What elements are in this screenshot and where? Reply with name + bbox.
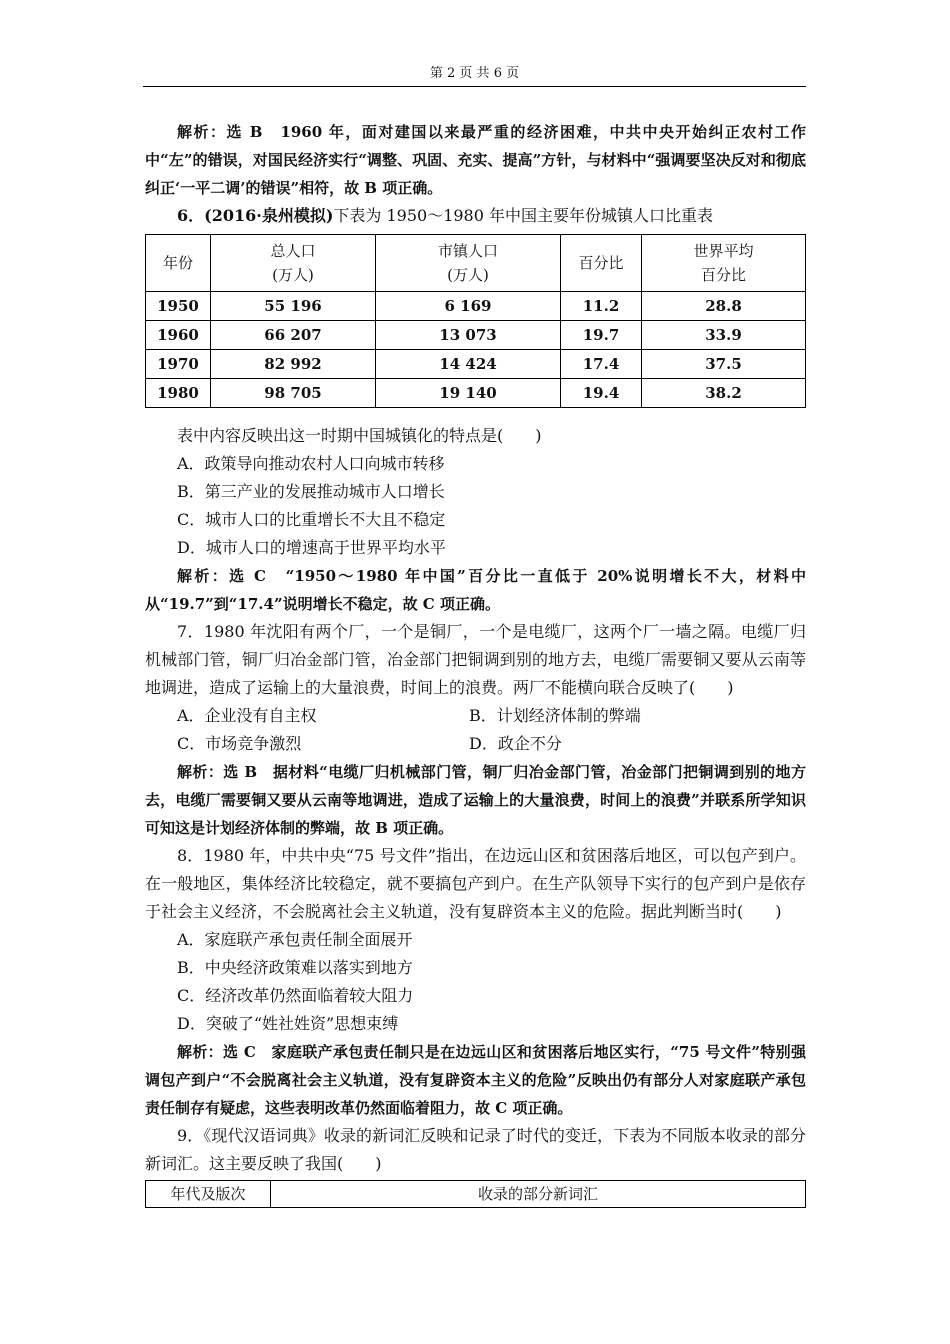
q9-vocabulary-table (145, 1180, 806, 1208)
q8-option-d: D．突破了“姓社姓资”思想束缚 (177, 1014, 399, 1033)
q6-stem: 6．(2016·泉州模拟)下表为 1950～1980 年中国主要年份城镇人口比重表 (177, 206, 714, 225)
q7-stem: 7．1980 年沈阳有两个厂，一个是铜厂，一个是电缆厂，这两个厂一墙之隔。电缆厂归机械部门管，铜厂归冶金部门管，冶金部门把铜调到别的地方去，电缆厂需要铜又要从云南等地调进，造成了运输上的大量浪费，时间上的浪费。两厂不能横向联合反映了( ) (145, 622, 806, 697)
table-header-cell: 总人口 (万人) (211, 235, 376, 292)
table-header-cell: 年份 (146, 235, 211, 292)
table-header-cell: 市镇人口 (万人) (376, 235, 561, 292)
q6-option-d: D．城市人口的增速高于世界平均水平 (177, 538, 446, 557)
document-body (145, 118, 806, 1218)
page-header (143, 64, 806, 87)
table-header-cell: 百分比 (561, 235, 642, 292)
q5-analysis: 解析：选 B 1960 年，面对建国以来最严重的经济困难，中共中央开始纠正农村工作中“左”的错误，对国民经济实行“调整、巩固、充实、提高”方针，与材料中“强调要坚决反对和彻底纠正‘一平二调’的错误”相符，故 B 项正确。 (145, 123, 806, 197)
q8-stem: 8．1980 年，中共中央“75 号文件”指出，在边远山区和贫困落后地区，可以包产到户。在一般地区，集体经济比较稳定，就不要搞包产到户。在生产队领导下实行的包产到户是依存于社会主义经济，不会脱离社会主义轨道，没有复辟资本主义的危险。据此判断当时( ) (145, 846, 806, 921)
q6-option-c: C．城市人口的比重增长不大且不稳定 (177, 510, 446, 529)
table-header-row (146, 1181, 806, 1208)
q7-options-row-1 (145, 702, 806, 730)
q9-stem: 9．《现代汉语词典》收录的新词汇反映和记录了时代的变迁，下表为不同版本收录的部分新词汇。这主要反映了我国( ) (145, 1126, 806, 1173)
table-header-cell: 收录的部分新词汇 (271, 1181, 806, 1208)
table-row: 1970 82 992 14 424 17.4 37.5 (146, 350, 806, 379)
q6-analysis: 解析：选 C “1950～1980 年中国”百分比一直低于 20%说明增长不大，材料中从“19.7”到“17.4”说明增长不稳定，故 C 项正确。 (145, 567, 806, 613)
q7-analysis: 解析：选 B 据材料“电缆厂归机械部门管，铜厂归冶金部门管，冶金部门把铜调到别的地方去，电缆厂需要铜又要从云南等地调进，造成了运输上的大量浪费，时间上的浪费”并联系所学知识可知这是计划经济体制的弊端，故 B 项正确。 (145, 763, 806, 837)
table-row: 1950 55 196 6 169 11.2 28.8 (146, 292, 806, 321)
q6-question: 表中内容反映出这一时期中国城镇化的特点是( ) (177, 426, 542, 445)
q8-analysis: 解析：选 C 家庭联产承包责任制只是在边远山区和贫困落后地区实行，“75 号文件”特别强调包产到户“不会脱离社会主义轨道，没有复辟资本主义的危险”反映出仍有部分人对家庭联产承包责任制存有疑虑，这些表明改革仍然面临着阻力，故 C 项正确。 (145, 1043, 806, 1117)
table-header-row (146, 235, 806, 292)
table-header-cell: 年代及版次 (146, 1181, 271, 1208)
q6-option-b: B．第三产业的发展推动城市人口增长 (177, 482, 445, 501)
q8-option-c: C．经济改革仍然面临着较大阻力 (177, 986, 414, 1005)
table-row: 1980 98 705 19 140 19.4 38.2 (146, 379, 806, 408)
table-row: 1960 66 207 13 073 19.7 33.9 (146, 321, 806, 350)
q6-source: (2016·泉州模拟) (204, 206, 334, 225)
table-header-cell: 世界平均 百分比 (642, 235, 806, 292)
q7-options-row-2 (145, 730, 806, 758)
q6-option-a: A．政策导向推动农村人口向城市转移 (177, 454, 445, 473)
q7-option-b: B．计划经济体制的弊端 (469, 706, 641, 725)
q7-option-a: A．企业没有自主权 (177, 706, 317, 725)
q8-option-a: A．家庭联产承包责任制全面展开 (177, 930, 413, 949)
q6-population-table (145, 234, 806, 408)
q7-option-c: C．市场竞争激烈 (177, 734, 302, 753)
q7-option-d: D．政企不分 (469, 734, 562, 753)
page-number: 第 2 页 共 6 页 (429, 66, 520, 81)
q8-option-b: B．中央经济政策难以落实到地方 (177, 958, 413, 977)
